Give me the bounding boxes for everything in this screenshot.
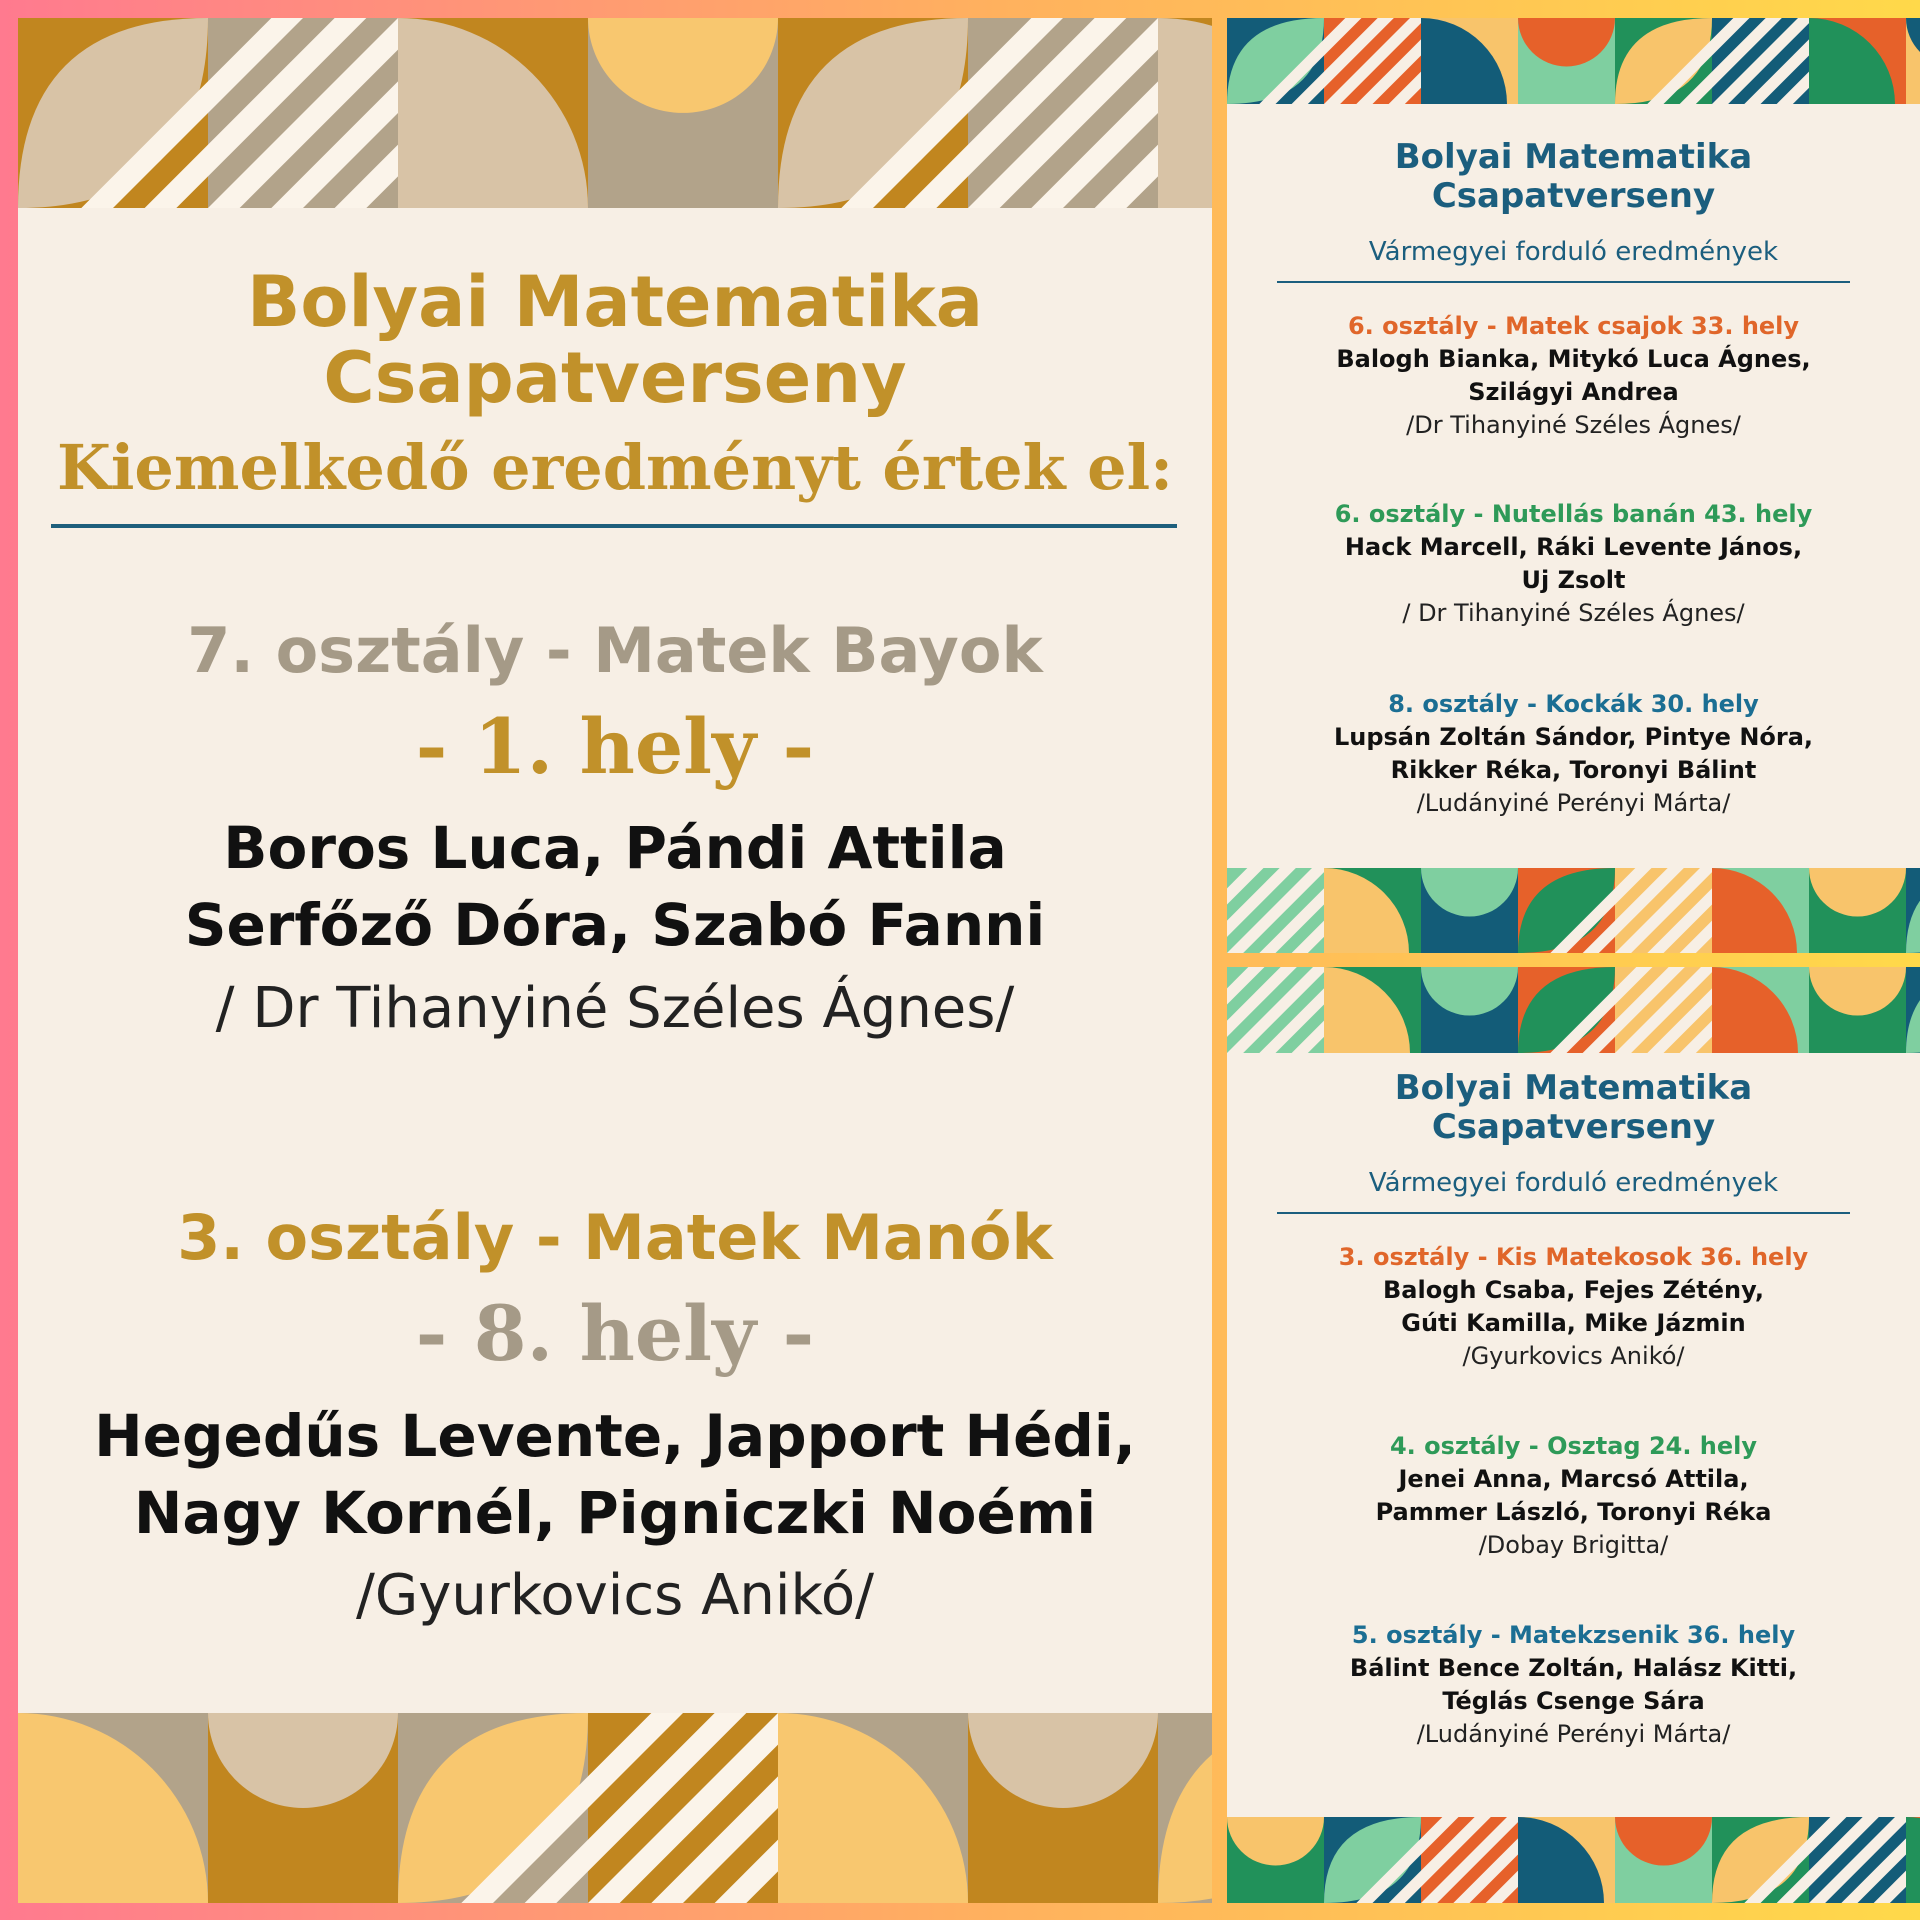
team-members-line2: Uj Zsolt — [1521, 566, 1626, 594]
result-entry — [1227, 310, 1920, 442]
team-members-line2: Szilágyi Andrea — [1468, 378, 1679, 406]
team-heading: 4. osztály - Osztag 24. hely — [1389, 1432, 1758, 1460]
placement-first: - 1. hely - — [415, 702, 815, 791]
team-members-line2: Serfőző Dóra, Szabó Fanni — [184, 891, 1046, 959]
result-entry — [1227, 688, 1920, 820]
pattern-tile — [1421, 18, 1519, 104]
team-members-line1: Balogh Csaba, Fejes Zétény, — [1382, 1276, 1765, 1304]
panel-title-line2: Csapatverseny — [1431, 176, 1716, 216]
panel-title-line1: Bolyai Matematika — [1394, 1068, 1753, 1108]
teacher-name: /Ludányiné Perényi Márta/ — [1416, 1720, 1731, 1748]
pattern-tile — [1809, 967, 1907, 1053]
pattern-tile — [18, 1713, 209, 1903]
pattern-tile — [1906, 18, 1920, 104]
team-members-line2: Gúti Kamilla, Mike Jázmin — [1401, 1309, 1746, 1337]
decorative-pattern-band-bottom — [1227, 868, 1920, 953]
pattern-tile — [1906, 1817, 1920, 1903]
team-members-line1: Lupsán Zoltán Sándor, Pintye Nóra, — [1333, 723, 1814, 751]
pattern-tile — [1906, 967, 1920, 1053]
decorative-pattern-band-bottom — [1227, 1817, 1920, 1903]
teacher-name: /Dr Tihanyiné Széles Ágnes/ — [1406, 411, 1741, 439]
divider-line — [1277, 281, 1850, 283]
decorative-pattern-band-top — [18, 18, 1212, 208]
decorative-pattern-band-top — [1227, 18, 1920, 104]
teacher-name: / Dr Tihanyiné Széles Ágnes/ — [215, 976, 1015, 1041]
team-heading: 5. osztály - Matekzsenik 36. hely — [1351, 1621, 1796, 1649]
main-title-line2: Csapatverseny — [323, 337, 907, 419]
pattern-tile — [208, 1713, 399, 1903]
team-members-line2: Pammer László, Toronyi Réka — [1375, 1498, 1772, 1526]
team-members-line1: Jenei Anna, Marcsó Attila, — [1398, 1465, 1749, 1493]
pattern-tile — [398, 18, 589, 208]
divider-line — [1277, 1212, 1850, 1214]
main-title-line1: Bolyai Matematika — [247, 261, 983, 343]
pattern-tile — [1615, 1817, 1713, 1903]
pattern-tile — [778, 1713, 969, 1903]
team-members-line1: Balogh Bianka, Mitykó Luca Ágnes, — [1336, 345, 1811, 373]
decorative-pattern-band-bottom — [18, 1713, 1212, 1903]
pattern-tile — [1906, 868, 1920, 953]
pattern-tile — [1712, 868, 1810, 953]
pattern-tile — [1809, 868, 1907, 953]
pattern-tile — [1324, 967, 1422, 1053]
team-heading: 6. osztály - Nutellás banán 43. hely — [1334, 500, 1813, 528]
pattern-tile — [1227, 1817, 1325, 1903]
team-heading-matek-manok: 3. osztály - Matek Manók — [177, 1201, 1053, 1274]
teacher-name: /Gyurkovics Anikó/ — [1462, 1342, 1685, 1370]
team-members-line1: Hegedűs Levente, Japport Hédi, — [94, 1402, 1136, 1470]
teacher-name: /Ludányiné Perényi Márta/ — [1416, 789, 1731, 817]
county-results-panel-top — [1227, 18, 1920, 953]
pattern-tile — [1712, 967, 1810, 1053]
pattern-tile — [1518, 18, 1616, 104]
team-members-line1: Boros Luca, Pándi Attila — [223, 814, 1007, 882]
result-entry — [1227, 1430, 1920, 1562]
team-members-line2: Rikker Réka, Toronyi Bálint — [1390, 756, 1757, 784]
divider-line — [51, 524, 1177, 528]
pattern-tile — [1158, 1713, 1212, 1903]
county-results-panel-bottom — [1227, 967, 1920, 1903]
pattern-tile — [1158, 18, 1212, 208]
placement-eighth: - 8. hely - — [415, 1289, 815, 1378]
pattern-tile — [1421, 868, 1519, 953]
main-subtitle: Kiemelkedő eredményt értek el: — [56, 431, 1174, 504]
team-members-line1: Bálint Bence Zoltán, Halász Kitti, — [1349, 1654, 1798, 1682]
result-entry — [1227, 498, 1920, 630]
team-members-line1: Hack Marcell, Ráki Levente János, — [1344, 533, 1803, 561]
pattern-tile — [1421, 967, 1519, 1053]
panel-title-line1: Bolyai Matematika — [1394, 137, 1753, 177]
decorative-pattern-band-top — [1227, 967, 1920, 1053]
team-heading: 3. osztály - Kis Matekosok 36. hely — [1338, 1243, 1809, 1271]
teacher-name: /Gyurkovics Anikó/ — [356, 1563, 874, 1628]
panel-title-line2: Csapatverseny — [1431, 1107, 1716, 1147]
teacher-name: / Dr Tihanyiné Széles Ágnes/ — [1402, 599, 1745, 627]
team-members-line2: Nagy Kornél, Pigniczki Noémi — [133, 1479, 1097, 1547]
pattern-tile — [968, 1713, 1159, 1903]
panel-subtitle: Vármegyei forduló eredmények — [1368, 1168, 1779, 1198]
pattern-tile — [1518, 1817, 1616, 1903]
pattern-tile — [1809, 18, 1907, 104]
teacher-name: /Dobay Brigitta/ — [1478, 1531, 1669, 1559]
team-members-line2: Téglás Csenge Sára — [1442, 1687, 1705, 1715]
pattern-tile — [588, 18, 779, 208]
team-heading: 8. osztály - Kockák 30. hely — [1388, 690, 1759, 718]
main-results-panel — [18, 18, 1212, 1903]
team-heading-matek-bayok: 7. osztály - Matek Bayok — [187, 614, 1043, 687]
team-heading: 6. osztály - Matek csajok 33. hely — [1347, 312, 1800, 340]
result-entry — [1227, 1241, 1920, 1373]
pattern-tile — [1324, 868, 1422, 953]
result-entry — [1227, 1619, 1920, 1751]
panel-subtitle: Vármegyei forduló eredmények — [1368, 237, 1779, 267]
